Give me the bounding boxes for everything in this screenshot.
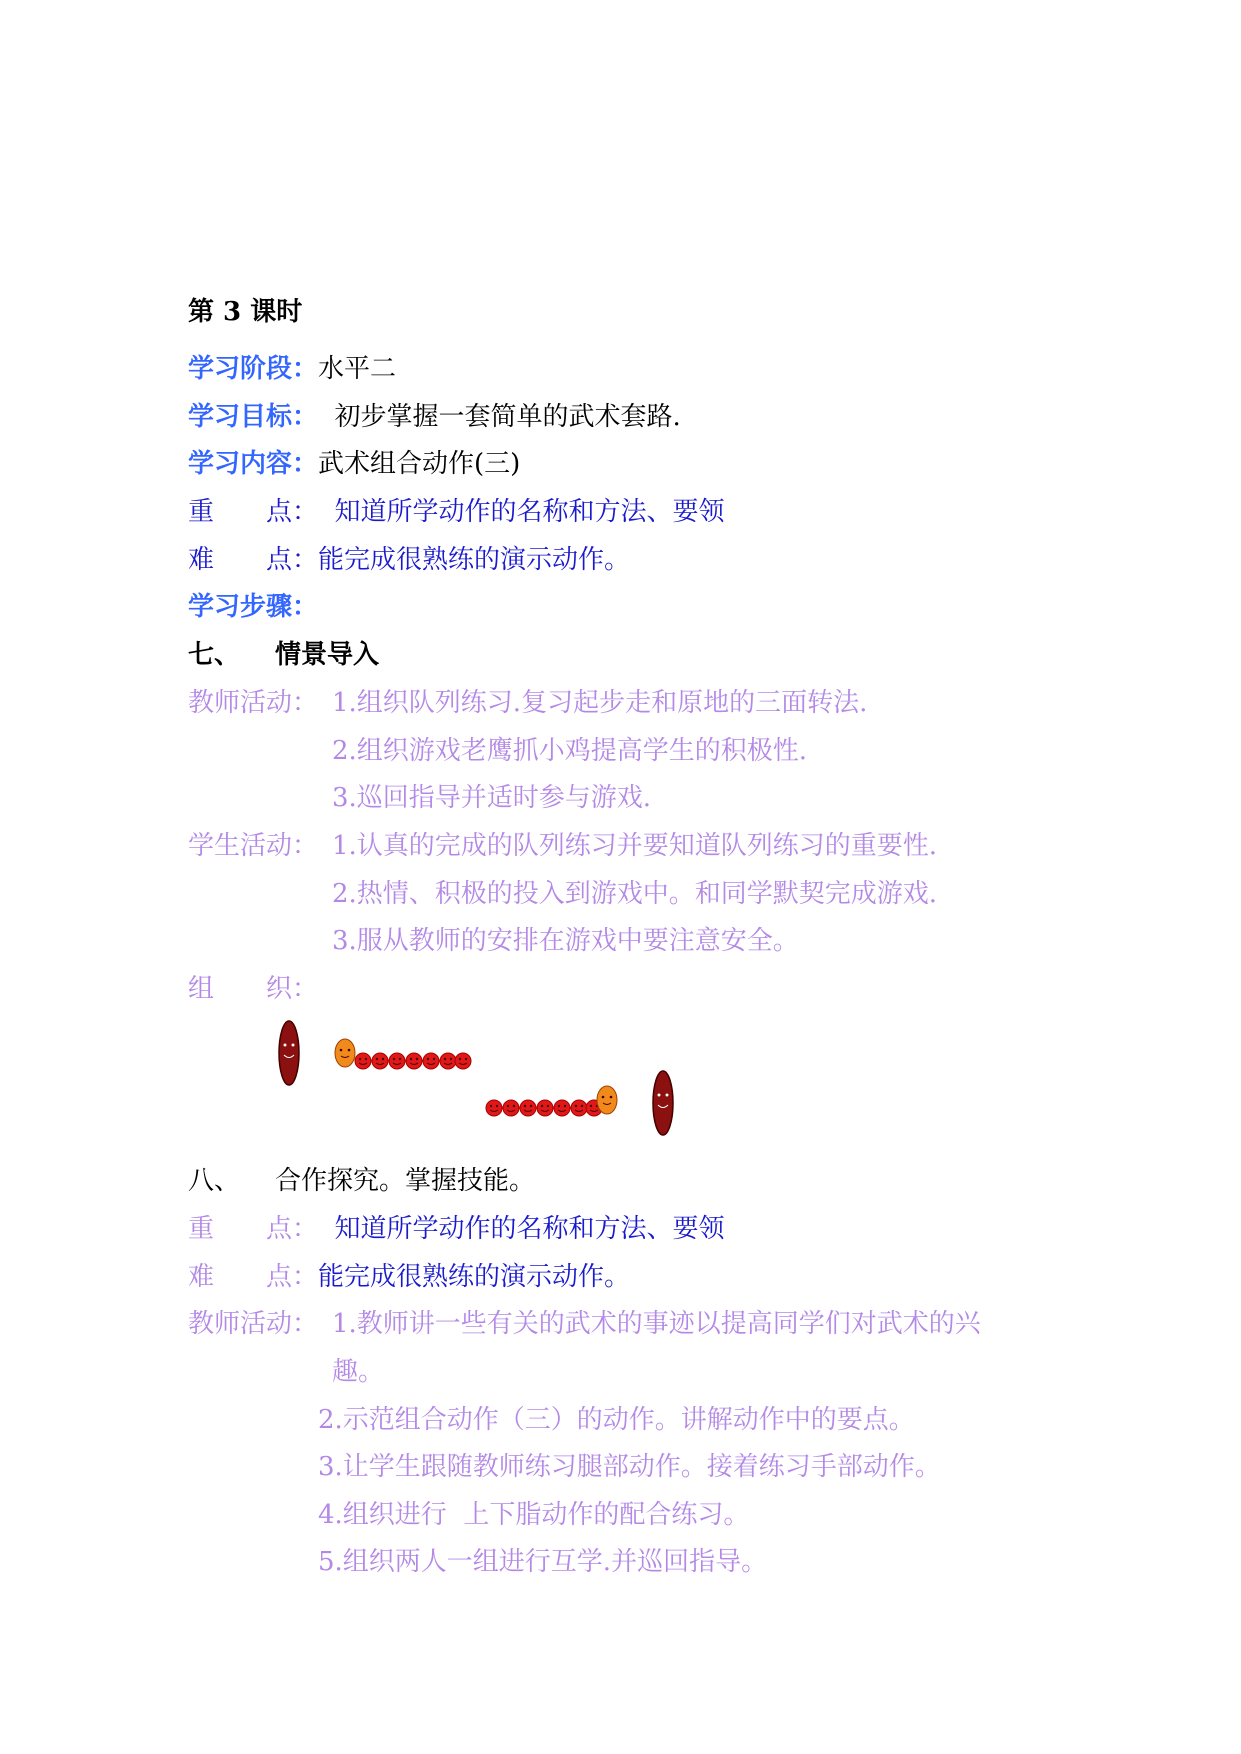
s8-teacher-label: 教师活动： bbox=[188, 1309, 319, 1339]
chick-row-bottom bbox=[486, 1086, 617, 1116]
difficulty-value: 能完成很熟练的演示动作。 bbox=[318, 545, 631, 575]
stage-label: 学习阶段： bbox=[188, 354, 319, 384]
s8-key-label: 重 点： bbox=[188, 1214, 319, 1244]
section8-title: 合作探究。掌握技能。 bbox=[275, 1166, 536, 1196]
s8-teacher-item: 4.组织进行 上下脂动作的配合练习。 bbox=[318, 1500, 750, 1530]
content-value: 武术组合动作(三) bbox=[318, 449, 521, 479]
s8-key-row bbox=[188, 1212, 725, 1246]
s7-org-label: 组 织： bbox=[188, 974, 319, 1004]
s7-student-label: 学生活动： bbox=[188, 831, 319, 861]
s8-teacher-item1-line1: 1.教师讲一些有关的武术的事迹以提高同学们对武术的兴 bbox=[332, 1309, 981, 1339]
teacher-right-icon bbox=[653, 1071, 673, 1135]
s7-teacher-label: 教师活动： bbox=[188, 688, 319, 718]
lesson-title: 第 3 课时 bbox=[188, 297, 303, 327]
steps-label: 学习步骤： bbox=[188, 592, 319, 622]
stage-value: 水平二 bbox=[318, 354, 397, 384]
s8-teacher-item: 3.让学生跟随教师练习腿部动作。接着练习手部动作。 bbox=[318, 1452, 941, 1482]
s8-diff-label: 难 点： bbox=[188, 1262, 319, 1292]
section8-number: 八、 bbox=[188, 1166, 241, 1196]
goal-label: 学习目标： bbox=[188, 402, 319, 432]
s7-teacher-item: 2.组织游戏老鹰抓小鸡提高学生的积极性. bbox=[332, 736, 808, 766]
key-point-value: 知道所学动作的名称和方法、要领 bbox=[318, 497, 725, 527]
s7-student-item: 2.热情、积极的投入到游戏中。和同学默契完成游戏. bbox=[332, 879, 938, 909]
s8-teacher-item1-line2: 趣。 bbox=[332, 1357, 385, 1387]
s8-teacher-item: 2.示范组合动作（三）的动作。讲解动作中的要点。 bbox=[318, 1405, 915, 1435]
goal-value: 初步掌握一套简单的武术套路. bbox=[318, 402, 681, 432]
s7-student-item: 3.服从教师的安排在游戏中要注意安全。 bbox=[332, 926, 799, 956]
content-label: 学习内容： bbox=[188, 449, 319, 479]
s8-diff-row bbox=[188, 1260, 630, 1294]
section7-title: 情景导入 bbox=[275, 640, 380, 670]
s7-student-item: 1.认真的完成的队列练习并要知道队列练习的重要性. bbox=[332, 831, 938, 861]
s8-diff-value: 能完成很熟练的演示动作。 bbox=[318, 1262, 631, 1292]
s7-teacher-item: 3.巡回指导并适时参与游戏. bbox=[332, 783, 652, 813]
teacher-left-icon bbox=[279, 1021, 299, 1085]
chick-row-top bbox=[335, 1039, 471, 1069]
s7-teacher-item: 1.组织队列练习.复习起步走和原地的三面转法. bbox=[332, 688, 868, 718]
difficulty-label: 难 点： bbox=[188, 545, 319, 575]
s8-teacher-item: 5.组织两人一组进行互学.并巡回指导。 bbox=[318, 1547, 768, 1577]
section7-number: 七、 bbox=[188, 640, 241, 670]
s8-key-value: 知道所学动作的名称和方法、要领 bbox=[318, 1214, 725, 1244]
key-point-label: 重 点： bbox=[188, 497, 319, 527]
